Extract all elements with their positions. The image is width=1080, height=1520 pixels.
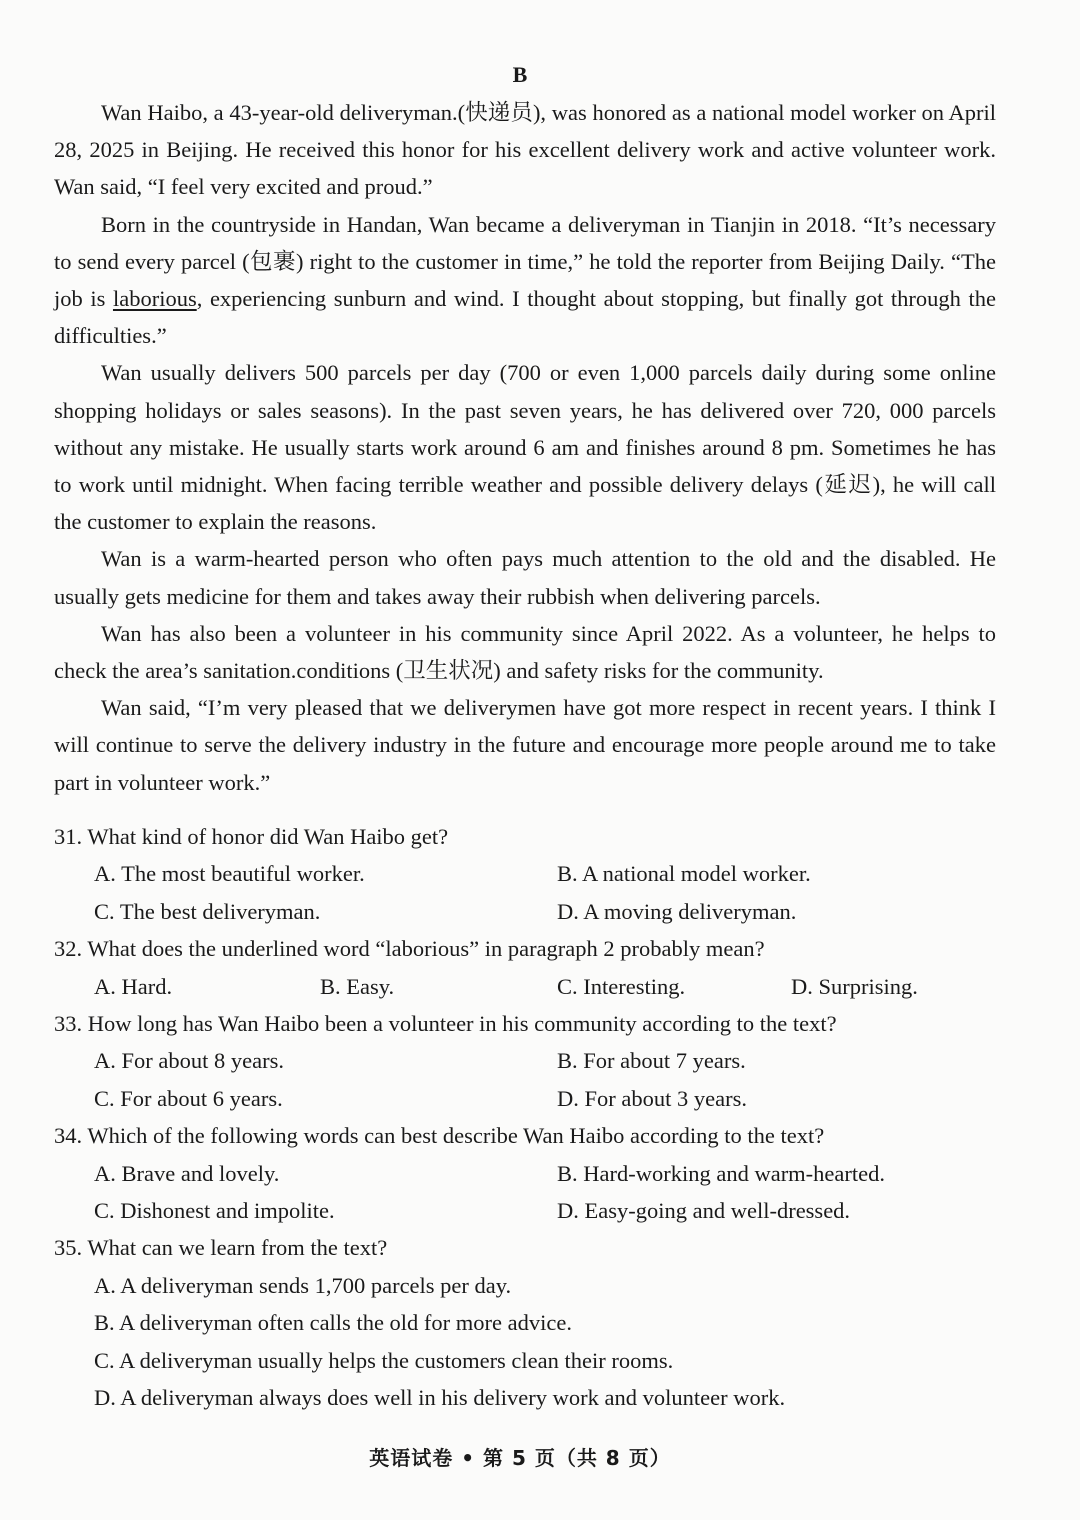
question-32-stem: 32. What does the underlined word “laborious” in paragraph 2 probably mean? [54, 936, 765, 962]
question-33-options-row-1 [54, 1042, 1014, 1079]
passage-paragraph-5: Wan has also been a volunteer in his community since April 2022. As a volunteer, he helps to check the area’s sanitation.conditions (卫生状况) and safety risks for the community. [54, 620, 996, 684]
question-31-option-c: C. The best deliveryman. [94, 898, 321, 924]
question-32-option-c: C. Interesting. [557, 973, 686, 999]
question-32-option-d: D. Surprising. [791, 973, 918, 999]
question-35-option-b: B. A deliveryman often calls the old for more advice. [94, 1310, 572, 1336]
question-32-option-a: A. Hard. [94, 973, 173, 999]
reading-passage [54, 94, 996, 801]
passage-paragraph-2 [54, 206, 996, 355]
question-34-option-c: C. Dishonest and impolite. [94, 1197, 335, 1223]
question-31-options-row-2 [54, 893, 1014, 930]
question-33-option-c: C. For about 6 years. [94, 1085, 283, 1111]
question-34-stem: 34. Which of the following words can best describe Wan Haibo according to the text? [54, 1123, 825, 1149]
passage-paragraph-4: Wan is a warm-hearted person who often pays much attention to the old and the disabled. He usually gets medicine for them and takes away their rubbish when delivering parcels. [54, 546, 996, 609]
paragraph-2-text-before: Born in the countryside in Handan, Wan became a deliveryman in Tianjin in 2018. “It’s necessary to send every parcel (包裹) right to the customer in time,” he told the reporter from Beijing Daily. “The job is [54, 211, 996, 312]
paragraph-2-text-after: , experiencing sunburn and wind. I thought about stopping, but finally got through the difficulties.” [54, 286, 997, 349]
passage-paragraph-6: Wan said, “I’m very pleased that we deliverymen have got more respect in recent years. I think I will continue to serve the delivery industry in the future and encourage more people around me to take part in volunteer work.” [54, 695, 996, 795]
question-34-option-b: B. Hard-working and warm-hearted. [557, 1160, 886, 1186]
question-34-option-d: D. Easy-going and well-dressed. [557, 1197, 851, 1223]
question-31-option-b: B. A national model worker. [557, 861, 811, 887]
question-33-option-d: D. For about 3 years. [557, 1085, 747, 1111]
question-35-option-c: C. A deliveryman usually helps the customers clean their rooms. [94, 1347, 674, 1373]
question-35-stem: 35. What can we learn from the text? [54, 1235, 388, 1261]
passage-paragraph-3: Wan usually delivers 500 parcels per day (700 or even 1,000 parcels daily during some online shopping holidays or sales seasons). In the past seven years, he has delivered over 720, 000 parcels without any mistake. He usually starts work around 6 am and finishes around 8 pm. Sometimes he has to work until midnight. When facing terrible weather and possible delivery delays (延迟), he will call the customer to explain the reasons. [54, 360, 996, 535]
section-heading: B [512, 62, 528, 87]
question-35-option-d: D. A deliveryman always does well in his delivery work and volunteer work. [94, 1384, 786, 1410]
question-31-option-a: A. The most beautiful worker. [94, 861, 365, 887]
question-32-options-row [54, 968, 1014, 1005]
question-31-stem: 31. What kind of honor did Wan Haibo get? [54, 824, 449, 849]
question-33-option-b: B. For about 7 years. [557, 1048, 746, 1074]
question-31-option-d: D. A moving deliveryman. [557, 898, 797, 924]
question-34-option-a: A. Brave and lovely. [94, 1160, 280, 1186]
question-33-options-row-2 [54, 1080, 1014, 1117]
passage-paragraph-1: Wan Haibo, a 43-year-old deliveryman.(快递员), was honored as a national model worker on April 28, 2025 in Beijing. He received this honor for his excellent delivery work and active volunteer work. Wan said, “I feel very excited and proud.” [54, 100, 996, 200]
question-31-options-row-1 [54, 855, 1014, 892]
question-32-option-b: B. Easy. [320, 973, 395, 999]
question-list [54, 818, 1014, 1416]
question-35-option-a: A. A deliveryman sends 1,700 parcels per day. [94, 1272, 512, 1298]
question-34-options-row-1 [54, 1155, 1014, 1192]
question-33-option-a: A. For about 8 years. [94, 1048, 284, 1074]
underlined-word-laborious: laborious [112, 286, 197, 312]
question-34-options-row-2 [54, 1192, 1014, 1229]
page-footer: 英语试卷 • 第 5 页（共 8 页） [369, 1446, 671, 1470]
question-33-stem: 33. How long has Wan Haibo been a volunteer in his community according to the text? [54, 1010, 837, 1036]
